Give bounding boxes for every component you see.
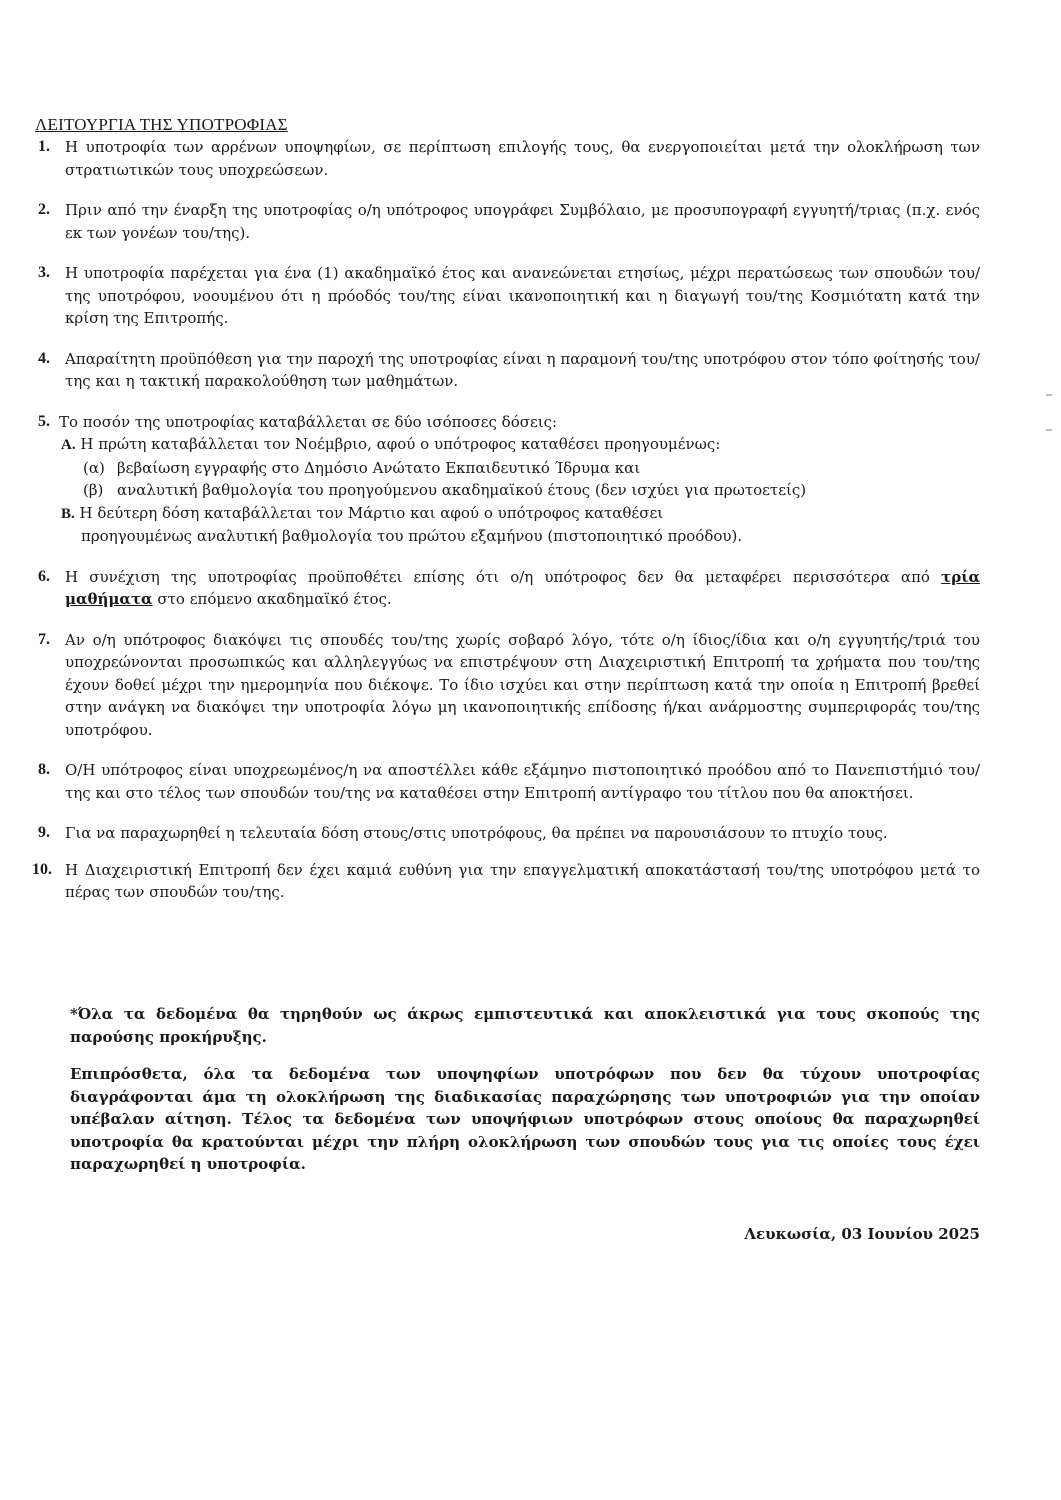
- scan-margin-mark: [1046, 429, 1052, 431]
- requirement-label: (β): [83, 481, 104, 499]
- list-item-3: [0, 262, 980, 330]
- emphasized-text: τρία μαθήματα: [65, 567, 980, 608]
- installment-label: Α.: [61, 437, 76, 453]
- item-number: 3.: [38, 264, 50, 281]
- section-heading: ΛΕΙΤΟΥΡΓΙΑ ΤΗΣ ΥΠΟΤΡΟΦΙΑΣ: [35, 115, 288, 134]
- item-text: Η υποτροφία των αρρένων υποψηφίων, σε περίπτωση επιλογής τους, θα ενεργοποιείται μετά την ολοκλήρωση των στρατιωτικών τους υποχρεώσεων.: [65, 138, 980, 179]
- terms-list: [0, 136, 1061, 904]
- item-text: Για να παραχωρηθεί η τελευταία δόση στους/στις υποτρόφους, θα πρέπει να παρουσιάσουν το πτυχίο τους.: [65, 824, 888, 842]
- list-item-5: [0, 411, 980, 548]
- list-item-9: [0, 822, 980, 845]
- item-number: 8.: [38, 761, 50, 778]
- item-number: 7.: [38, 630, 50, 648]
- item-number: 9.: [38, 824, 50, 841]
- requirement-text: βεβαίωση εγγραφής στο Δημόσιο Ανώτατο Εκπαιδευτικό Ίδρυμα και: [117, 458, 641, 477]
- list-item-10: [0, 859, 980, 904]
- installment-text: Η πρώτη καταβάλλεται τον Νοέμβριο, αφού ο υπότροφος καταθέσει προηγουμένως:: [80, 435, 721, 453]
- installment-a: [61, 433, 980, 457]
- requirement-label: (α): [83, 458, 105, 477]
- item-text-before: Η συνέχιση της υποτροφίας προϋποθέτει επίσης ότι ο/η υπότροφος δεν θα μεταφέρει περισσότερα από: [65, 567, 942, 586]
- scan-margin-mark: [1046, 394, 1052, 396]
- item-text: [65, 566, 980, 611]
- requirement-b: [61, 479, 980, 502]
- item-number: 2.: [38, 201, 50, 218]
- item-text: Πριν από την έναρξη της υποτροφίας ο/η υπότροφος υπογράφει Συμβόλαιο, με προσυπογραφή εγγυητή/τριας (π.χ. ενός εκ των γονέων του/της).: [65, 201, 980, 242]
- list-item-4: [0, 348, 980, 393]
- list-item-8: [0, 759, 980, 804]
- data-retention-note: Επιπρόσθετα, όλα τα δεδομένα των υποψηφίων υποτρόφων που δεν θα τύχουν υποτροφίας διαγράφονται άμα τη ολοκλήρωση της διαδικασίας παραχώρησης των υποτροφιών για την οποίαν υπέβαλαν αίτηση. Τέλος τα δεδομένα των υποψήφιων υποτρόφων στους οποίους θα παραχωρηθεί υποτροφία θα κρατούνται μέχρι την πλήρη ολοκλήρωση των σπουδών τους για τις οποίες τους έχει παραχωρηθεί η υποτροφία.: [70, 1065, 980, 1173]
- list-item-6: [0, 566, 980, 611]
- item-text: Ο/Η υπότροφος είναι υποχρεωμένος/η να αποστέλλει κάθε εξάμηνο πιστοποιητικό προόδου από το Πανεπιστήμιό του/της και στο τέλος των σπουδών του/της να καταθέσει στην Επιτροπή αντίγραφο του τίτλου που θα αποκτήσει.: [65, 761, 980, 802]
- item-number: 1.: [38, 138, 50, 155]
- item-text: Αν ο/η υπότροφος διακόψει τις σπουδές του/της χωρίς σοβαρό λόγο, τότε ο/η ίδιος/ίδια και ο/η εγγυητής/τριά του υποχρεώνονται προσωπικώς και αλληλεγγύως να επιστρέψουν στη Διαχειριστική Επιτροπή τα χρήματα που του/της έχουν δοθεί μέχρι την ημερομηνία που διέκοψε. Το ίδιο ισχύει και στην περίπτωση κατά την οποία η Επιτροπή βρεθεί στην ανάγκη να διακόψει την υποτροφία λόγω μη ικανοποιητικής επίδοσης ή/και ανάρμοστης συμπεριφοράς του/της υποτρόφου.: [65, 630, 980, 739]
- requirement-text: αναλυτική βαθμολογία του προηγούμενου ακαδημαϊκού έτους (δεν ισχύει για πρωτοετείς): [117, 481, 807, 499]
- installment-text: Η δεύτερη δόση καταβάλλεται τον Μάρτιο και αφού ο υπότροφος καταθέσει: [79, 503, 664, 522]
- item-text: Η Διαχειριστική Επιτροπή δεν έχει καμιά ευθύνη για την επαγγελματική αποκατάστασή του/της υποτρόφου μετά το πέρας των σπουδών του/της.: [65, 860, 980, 901]
- list-item-1: [0, 136, 980, 181]
- installment-label: Β.: [61, 505, 75, 522]
- item-number: 5.: [38, 412, 50, 430]
- item-text-after: στο επόμενο ακαδημαϊκό έτος.: [152, 590, 392, 608]
- date-line: Λευκωσία, 03 Ιουνίου 2025: [744, 1225, 980, 1243]
- data-privacy-notes: [70, 1003, 980, 1191]
- item-text: Το ποσόν της υποτροφίας καταβάλλεται σε δύο ισόποσες δόσεις:: [59, 412, 558, 431]
- item-number: 4.: [38, 349, 50, 367]
- confidentiality-note: *Όλα τα δεδομένα θα τηρηθούν ως άκρως εμπιστευτικά και αποκλειστικά για τους σκοπούς της παρούσης προκήρυξης.: [70, 1005, 980, 1046]
- list-item-2: [0, 199, 980, 244]
- item-text: Η υποτροφία παρέχεται για ένα (1) ακαδημαϊκό έτος και ανανεώνεται ετησίως, μέχρι περατώσεως των σπουδών του/της υποτρόφου, νοουμένου ότι η πρόοδός του/της είναι ικανοποιητική και η διαγωγή του/της Κοσμιότατη κατά την κρίση της Επιτροπής.: [65, 264, 980, 327]
- item-number: 6.: [38, 567, 50, 585]
- requirement-a: [61, 457, 980, 480]
- installment-b: [61, 502, 980, 526]
- item-text: Απαραίτητη προϋπόθεση για την παροχή της υποτροφίας είναι η παραμονή του/της υποτρόφου στον τόπο φοίτησής του/της και η τακτική παρακολούθηση των μαθημάτων.: [65, 349, 980, 390]
- item-number: 10.: [32, 860, 52, 878]
- payment-installments: [61, 433, 980, 548]
- installment-b-continued: προηγουμένως αναλυτική βαθμολογία του πρώτου εξαμήνου (πιστοποιητικό προόδου).: [81, 527, 743, 545]
- list-item-7: [0, 629, 980, 742]
